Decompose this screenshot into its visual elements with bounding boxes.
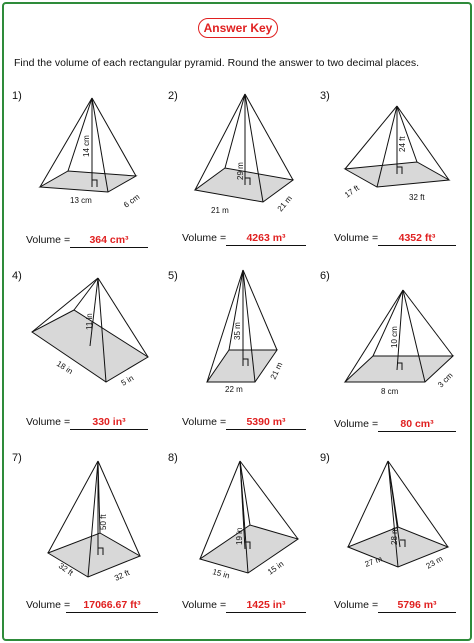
volume-label-3: Volume = — [334, 232, 379, 244]
pyramid-figure-5 — [193, 270, 293, 395]
answer-9: 5796 m³ — [378, 599, 456, 613]
length-label-9: 27 m — [363, 554, 384, 569]
height-label-4: 11 in — [85, 313, 94, 330]
problem-number-9: 9) — [320, 452, 330, 464]
width-label-5: 21 m — [268, 360, 285, 381]
pyramid-figure-3 — [335, 92, 460, 217]
answer-2: 4263 m³ — [226, 232, 306, 246]
width-label-8: 15 in — [265, 559, 286, 577]
problem-number-3: 3) — [320, 90, 330, 102]
answer-8: 1425 in³ — [226, 599, 306, 613]
problem-number-2: 2) — [168, 90, 178, 102]
volume-label-7: Volume = — [26, 599, 71, 611]
width-label-2: 21 m — [275, 193, 294, 214]
height-label-2: 29 m — [236, 162, 245, 180]
problem-number-7: 7) — [12, 452, 22, 464]
volume-label-6: Volume = — [334, 418, 379, 430]
pyramid-figure-4 — [28, 272, 153, 397]
problem-number-4: 4) — [12, 270, 22, 282]
volume-label-1: Volume = — [26, 234, 71, 246]
answer-6: 80 cm³ — [378, 418, 456, 432]
width-label-6: 3 cm — [436, 370, 455, 390]
height-label-6: 10 cm — [390, 326, 399, 348]
volume-label-4: Volume = — [26, 416, 71, 428]
answer-5: 5390 m³ — [226, 416, 306, 430]
answer-7: 17066.67 ft³ — [66, 599, 158, 613]
pyramid-figure-6 — [335, 270, 460, 395]
volume-label-5: Volume = — [182, 416, 227, 428]
pyramid-figure-1 — [30, 92, 155, 217]
length-label-2: 21 m — [211, 206, 229, 215]
height-label-1: 14 cm — [82, 135, 91, 157]
answer-key-badge: Answer Key — [198, 18, 278, 38]
height-label-5: 35 m — [233, 322, 242, 340]
pyramid-figure-2 — [185, 92, 310, 217]
length-label-5: 22 m — [225, 385, 243, 394]
height-label-3: 24 ft — [398, 136, 407, 152]
answer-4: 330 in³ — [70, 416, 148, 430]
length-label-6: 8 cm — [381, 387, 399, 396]
answer-1: 364 cm³ — [70, 234, 148, 248]
problem-number-6: 6) — [320, 270, 330, 282]
volume-label-9: Volume = — [334, 599, 379, 611]
pyramid-figure-9 — [338, 455, 463, 590]
length-label-8: 15 in — [211, 567, 231, 581]
problem-number-8: 8) — [168, 452, 178, 464]
problem-number-1: 1) — [12, 90, 22, 102]
volume-label-8: Volume = — [182, 599, 227, 611]
pyramid-figure-7 — [28, 455, 153, 590]
length-label-7: 32 ft — [56, 561, 75, 578]
length-label-4: 18 in — [54, 359, 75, 377]
height-label-7: 50 ft — [99, 514, 108, 530]
volume-label-2: Volume = — [182, 232, 227, 244]
instructions: Find the volume of each rectangular pyramid. Round the answer to two decimal places. — [14, 57, 420, 69]
answer-3: 4352 ft³ — [378, 232, 456, 246]
pyramid-figure-8 — [190, 455, 310, 590]
height-label-8: 19 in — [235, 527, 244, 545]
width-label-3: 32 ft — [409, 193, 425, 202]
width-label-4: 5 in — [119, 373, 136, 388]
problem-number-5: 5) — [168, 270, 178, 282]
width-label-1: 6 cm — [121, 192, 142, 210]
length-label-3: 17 ft — [342, 183, 361, 200]
width-label-7: 32 ft — [113, 568, 131, 583]
length-label-1: 13 cm — [70, 196, 92, 205]
height-label-9: 28 m — [390, 527, 399, 545]
width-label-9: 23 m — [424, 554, 445, 571]
